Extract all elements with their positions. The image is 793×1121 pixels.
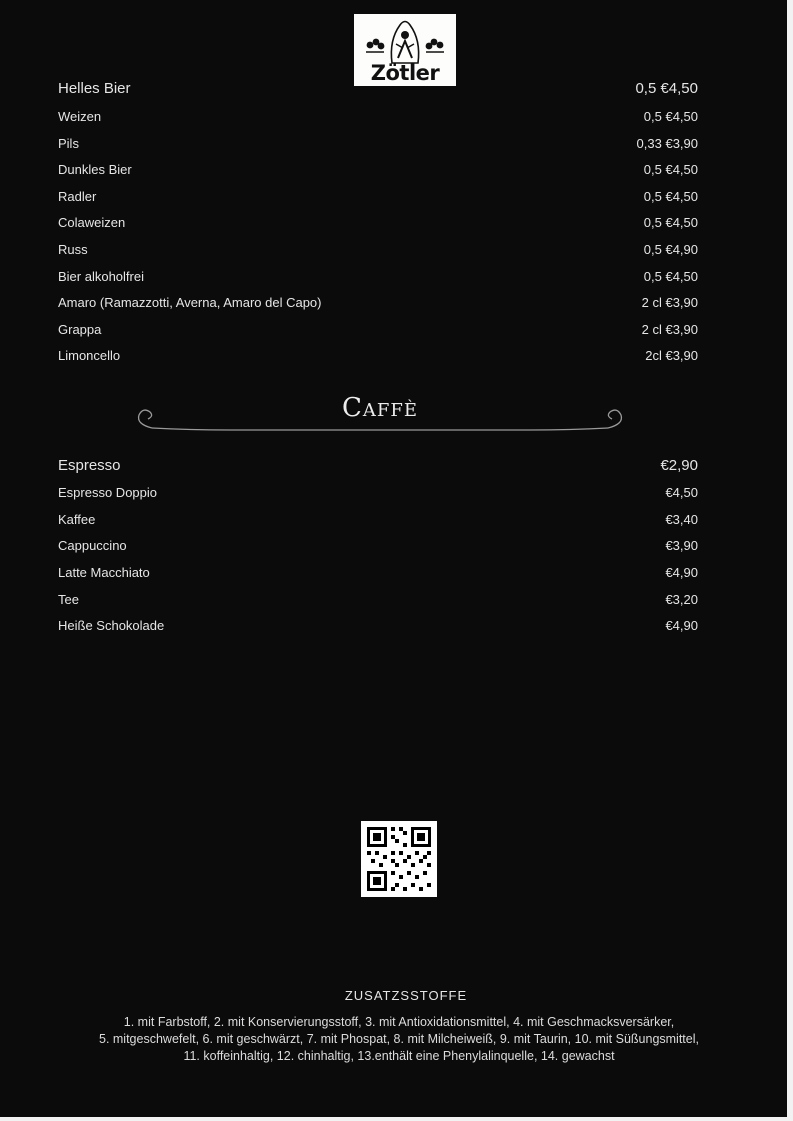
item-name: Espresso Doppio: [58, 485, 157, 500]
menu-item: [58, 136, 698, 151]
menu-item: [58, 162, 698, 177]
menu-item: [58, 485, 698, 500]
menu-item: [58, 80, 698, 97]
additives-line: 1. mit Farbstoff, 2. mit Konservierungsstoff, 3. mit Antioxidationsmittel, 4. mit Geschmacksversärker,: [123, 1015, 675, 1029]
item-name: Heiße Schokolade: [58, 618, 165, 633]
menu-item: [58, 592, 698, 607]
item-name: Grappa: [58, 322, 102, 337]
item-name: Russ: [58, 242, 88, 257]
additives-title: ZUSATZSSTOFFE: [344, 988, 468, 1003]
item-price: 0,5 €4,50: [643, 215, 698, 230]
menu-item: [58, 242, 698, 257]
menu-item: [58, 109, 698, 124]
menu-item: [58, 215, 698, 230]
zoetler-logo: [354, 14, 456, 86]
item-name: Weizen: [58, 109, 102, 124]
menu-item: [58, 618, 698, 633]
brewer-emblem-icon: [354, 14, 456, 66]
menu-item: [58, 565, 698, 580]
section-title-caffe: Caffè: [341, 393, 418, 423]
item-name: Dunkles Bier: [58, 162, 132, 177]
additives-line: 11. koffeinhaltig, 12. chinhaltig, 13.enthält eine Phenylalinquelle, 14. gewachst: [183, 1049, 615, 1063]
item-price: 2 cl €3,90: [641, 295, 698, 310]
item-price: 2cl €3,90: [645, 348, 698, 363]
menu-item: [58, 348, 698, 363]
item-name: Latte Macchiato: [58, 565, 150, 580]
item-price: 0,5 €4,50: [643, 109, 698, 124]
item-price: 0,5 €4,50: [643, 269, 698, 284]
item-price: €4,50: [665, 485, 698, 500]
qr-code[interactable]: [361, 821, 437, 897]
ornament-divider: [130, 404, 630, 442]
item-name: Pils: [58, 136, 79, 151]
menu-item: [58, 189, 698, 204]
item-price: €4,90: [665, 565, 698, 580]
item-price: 0,33 €3,90: [636, 136, 698, 151]
item-price: 0,5 €4,50: [635, 80, 698, 97]
item-name: Tee: [58, 592, 79, 607]
brand-wordmark: Zötler: [370, 61, 440, 85]
item-name: Kaffee: [58, 512, 96, 527]
item-price: €3,90: [665, 538, 698, 553]
item-price: 2 cl €3,90: [641, 322, 698, 337]
item-price: €3,20: [665, 592, 698, 607]
item-name: Limoncello: [58, 348, 121, 363]
menu-item: [58, 538, 698, 553]
item-price: 0,5 €4,90: [643, 242, 698, 257]
qr-code-icon: [361, 821, 437, 897]
item-name: Espresso: [58, 457, 121, 474]
item-price: 0,5 €4,50: [643, 162, 698, 177]
item-name: Cappuccino: [58, 538, 127, 553]
menu-item: [58, 512, 698, 527]
menu-item: [58, 269, 698, 284]
item-name: Bier alkoholfrei: [58, 269, 144, 284]
item-name: Radler: [58, 189, 97, 204]
menu-item: [58, 295, 698, 310]
item-price: €2,90: [660, 457, 698, 474]
item-name: Amaro (Ramazzotti, Averna, Amaro del Capo): [58, 295, 322, 310]
item-price: €3,40: [665, 512, 698, 527]
item-name: Helles Bier: [58, 80, 131, 97]
item-name: Colaweizen: [58, 215, 126, 230]
menu-item: [58, 457, 698, 474]
additives-line: 5. mitgeschwefelt, 6. mit geschwärzt, 7. mit Phospat, 8. mit Milcheiweiß, 9. mit Taurin, 10. mit Süßungsmittel,: [99, 1032, 699, 1046]
item-price: 0,5 €4,50: [643, 189, 698, 204]
item-price: €4,90: [665, 618, 698, 633]
menu-item: [58, 322, 698, 337]
